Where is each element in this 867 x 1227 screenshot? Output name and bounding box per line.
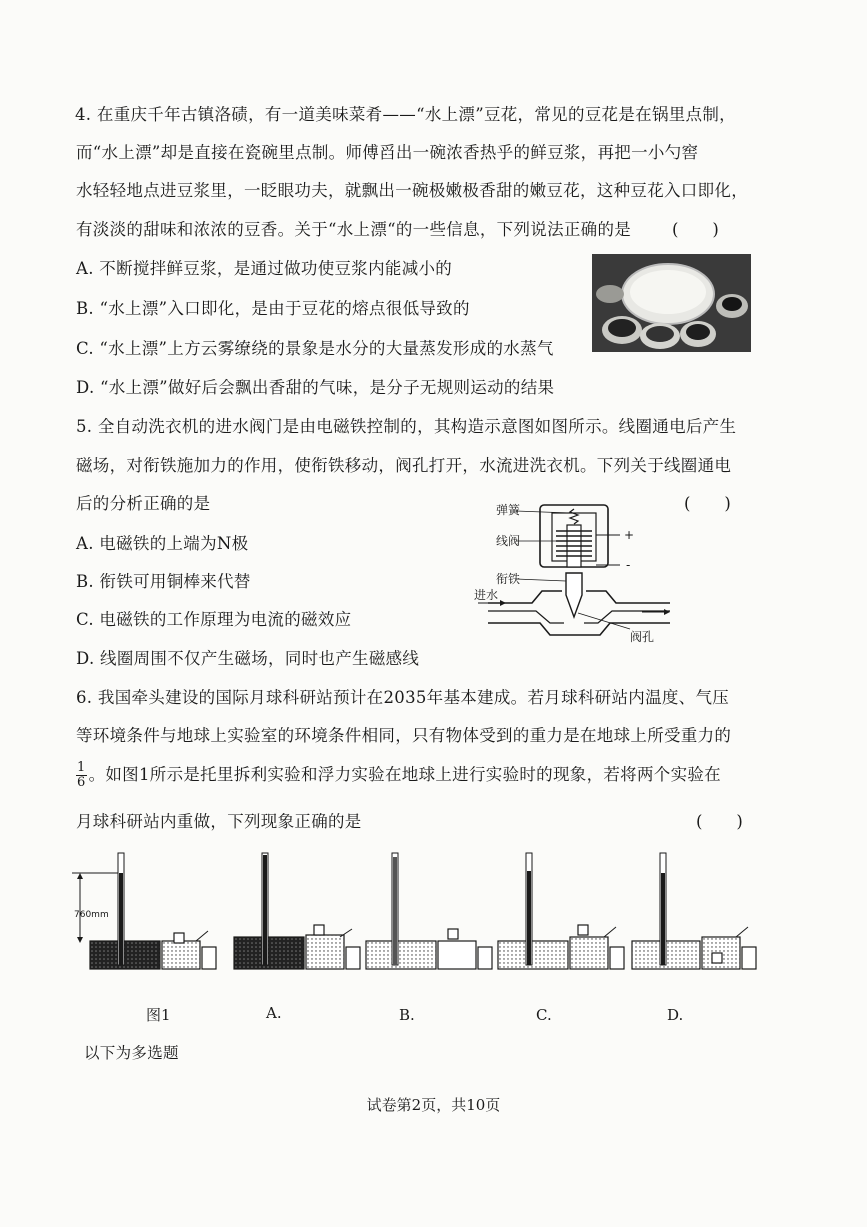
q4-stem-line-3: 水轻轻地点进豆浆里，一眨眼功夫，就飘出一碗极嫩极香甜的嫩豆花，这种豆花入口即化， <box>76 181 748 200</box>
q4-option-c: C. “水上漂”上方云雾缭绕的景象是水分的大量蒸发形成的水蒸气 <box>76 339 554 358</box>
q4-option-d: D. “水上漂”做好后会飘出香甜的气味，是分子无规则运动的结果 <box>76 378 555 397</box>
q6-stem-line-2: 等环境条件与地球上实验室的环境条件相同，只有物体受到的重力是在地球上所受重力的 <box>76 726 732 745</box>
tofu-photo <box>592 254 751 352</box>
q5-option-c: C. 电磁铁的工作原理为电流的磁效应 <box>76 610 352 629</box>
q4-stem-line-4: 有淡淡的甜味和浓浓的豆香。关于“水上漂“的一些信息，下列说法正确的是 <box>76 220 632 239</box>
caption-option-b: B. <box>399 1006 415 1024</box>
option-d-figure <box>632 853 756 969</box>
q5-option-b: B. 衔铁可用铜棒来代替 <box>76 572 251 591</box>
option-b-figure <box>366 853 492 969</box>
option-c-figure <box>498 853 624 969</box>
q5-stem-line-2: 磁场，对衔铁施加力的作用，使衔铁移动，阀孔打开，水流进洗衣机。下列关于线圈通电 <box>76 456 732 475</box>
option-a-figure <box>234 853 360 969</box>
q5-stem-line-1: 5. 全自动洗衣机的进水阀门是由电磁铁控制的，其构造示意图如图所示。线圈通电后产生 <box>76 417 737 436</box>
q6-stem-line-1: 6. 我国牵头建设的国际月球科研站预计在2035年基本建成。若月球科研站内温度、气压 <box>76 688 730 707</box>
experiment-figures <box>70 845 770 975</box>
q4-option-b: B. “水上漂”入口即化，是由于豆花的熔点很低导致的 <box>76 299 470 318</box>
q4-stem-line-2: 而“水上漂”却是直接在瓷碗里点制。师傅舀出一碗浓香热乎的鲜豆浆，再把一小勺窖 <box>76 143 699 162</box>
label-plus: + <box>624 528 635 542</box>
q6-stem-line-4: 月球科研站内重做，下列现象正确的是 <box>76 812 362 831</box>
q5-option-a: A. 电磁铁的上端为N极 <box>76 534 249 553</box>
label-inlet: 进水 <box>474 588 499 602</box>
q5-option-d: D. 线圈周围不仅产生磁场，同时也产生磁感线 <box>76 649 420 668</box>
label-coil: 线阀 <box>496 534 521 548</box>
height-label-760mm: 760mm <box>74 910 109 920</box>
q6-answer-paren: ( ) <box>696 812 744 831</box>
label-minus: - <box>626 558 631 572</box>
page-footer: 试卷第2页，共10页 <box>366 1096 501 1114</box>
q4-answer-paren: ( ) <box>672 220 720 239</box>
fraction-numerator: 1 <box>77 760 86 775</box>
label-spring: 弹簧 <box>496 503 521 517</box>
fraction-one-sixth <box>76 761 87 790</box>
caption-option-c: C. <box>536 1006 552 1024</box>
caption-option-d: D. <box>667 1006 684 1024</box>
fraction-denominator: 6 <box>77 775 86 790</box>
q4-stem-line-1: 4. 在重庆千年古镇洛碛，有一道美味菜肴——“水上漂”豆花，常见的豆花是在锅里点制， <box>75 105 736 124</box>
label-valve-hole: 阀孔 <box>630 630 655 644</box>
q5-stem-line-3: 后的分析正确的是 <box>76 494 211 513</box>
valve-diagram <box>470 495 680 655</box>
figure-1 <box>72 853 216 969</box>
caption-figure-1: 图1 <box>146 1006 171 1024</box>
label-armature: 衔铁 <box>496 572 521 586</box>
multi-choice-heading: 以下为多选题 <box>84 1044 179 1062</box>
caption-option-a: A. <box>266 1004 282 1022</box>
q6-stem-line-3-text: 。如图1所示是托里拆利实验和浮力实验在地球上进行实验时的现象，若将两个实验在 <box>88 765 721 784</box>
q5-answer-paren: ( ) <box>684 494 732 513</box>
q6-stem-line-3 <box>76 760 721 790</box>
q4-option-a: A. 不断搅拌鲜豆浆，是通过做功使豆浆内能减小的 <box>76 259 453 278</box>
